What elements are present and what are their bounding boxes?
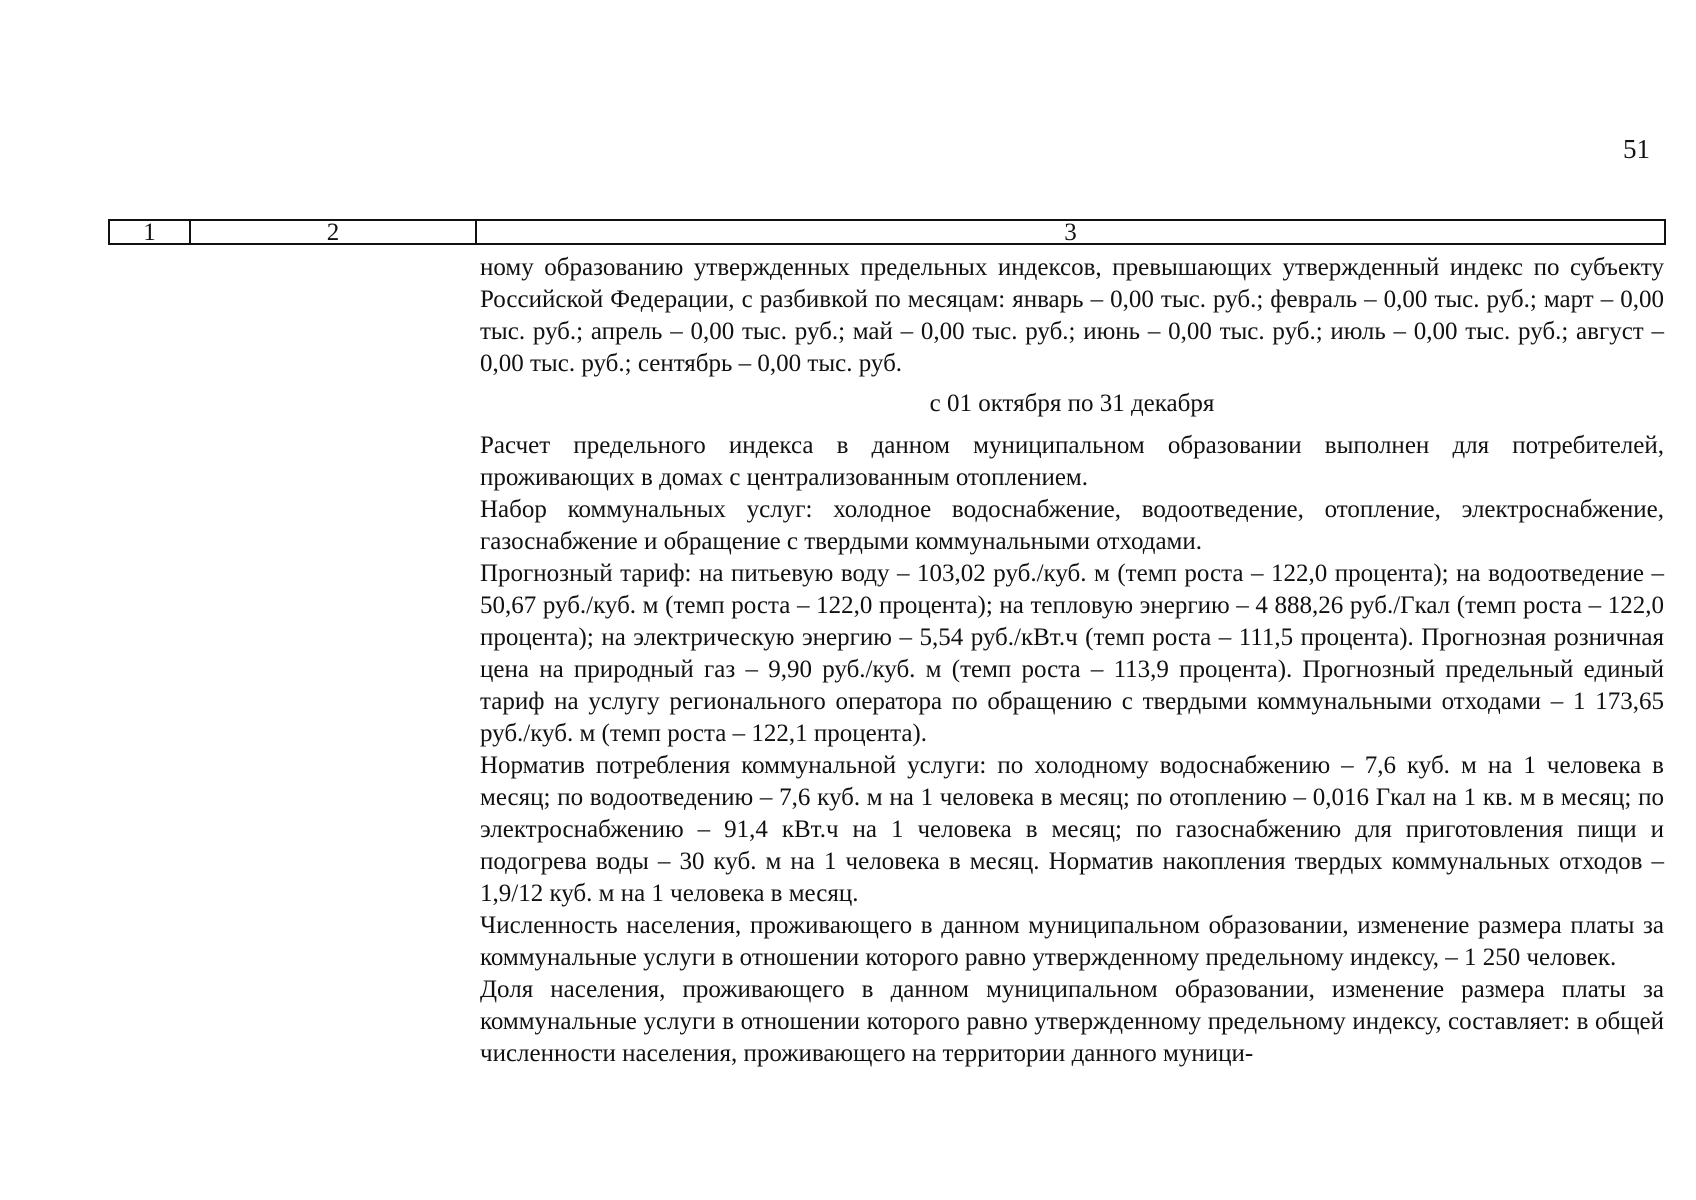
table-header-row <box>108 219 1666 245</box>
table-header-col-3: 3 <box>1064 218 1077 246</box>
table-header-col-2: 2 <box>191 221 477 243</box>
continuation-paragraph: ному образованию утвержденных предельных индексов, превышающих утвержденный индекс по субъекту Российской Федерации, с разбивкой по месяцам: январь – 0,00 тыс. руб.; февраль – 0,00 тыс. руб.; март – 0,00 тыс. руб.; апрель – 0,00 тыс. руб.; май – 0,00 тыс. руб.; июнь – 0,00 тыс. руб.; июль – 0,00 тыс. руб.; август – 0,00 тыс. руб.; сентябрь – 0,00 тыс. руб. <box>480 254 1664 377</box>
page-number: 51 <box>1623 134 1650 164</box>
paragraph-calculation: Расчет предельного индекса в данном муниципальном образовании выполнен для потребителей, проживающих в домах с централизованным отоплением. <box>480 432 1664 491</box>
paragraph-consumption-norms: Норматив потребления коммунальной услуги: по холодному водоснабжению – 7,6 куб. м на 1 человека в месяц; по водоотведению – 7,6 куб. м на 1 человека в месяц; по отоплению – 0,016 Гкал на 1 кв. м в месяц; по электроснабжению – 91,4 кВт.ч на 1 человека в месяц; по газоснабжению для приготовления пищи и подогрева воды – 30 куб. м на 1 человека в месяц. Норматив накопления твердых коммунальных отходов – 1,9/12 куб. м на 1 человека в месяц. <box>480 752 1664 907</box>
table-header-col-1: 1 <box>110 221 191 243</box>
paragraph-population-share: Доля населения, проживающего в данном муниципальном образовании, изменение размера платы за коммунальные услуги в отношении которого равно утвержденному предельному индексу, составляет: в общей численности населения, проживающего на территории данного муници- <box>480 976 1664 1067</box>
paragraph-services-set: Набор коммунальных услуг: холодное водоснабжение, водоотведение, отопление, электроснабжение, газоснабжение и обращение с твердыми коммунальными отходами. <box>480 496 1664 555</box>
period-heading: с 01 октября по 31 декабря <box>929 390 1215 417</box>
paragraph-population: Численность населения, проживающего в данном муниципальном образовании, изменение размера платы за коммунальные услуги в отношении которого равно утвержденному предельному индексу, – 1 250 человек. <box>480 912 1664 971</box>
paragraph-forecast-tariff: Прогнозный тариф: на питьевую воду – 103,02 руб./куб. м (темп роста – 122,0 процента); на водоотведение – 50,67 руб./куб. м (темп роста – 122,0 процента); на тепловую энергию – 4 888,26 руб./Гкал (темп роста – 122,0 процента); на электрическую энергию – 5,54 руб./кВт.ч (темп роста – 111,5 процента). Прогнозная розничная цена на природный газ – 9,90 руб./куб. м (темп роста – 113,9 процента). Прогнозный предельный единый тариф на услугу регионального оператора по обращению с твердыми коммунальными отходами – 1 173,65 руб./куб. м (темп роста – 122,1 процента). <box>480 560 1664 747</box>
document-body <box>480 252 1664 1070</box>
